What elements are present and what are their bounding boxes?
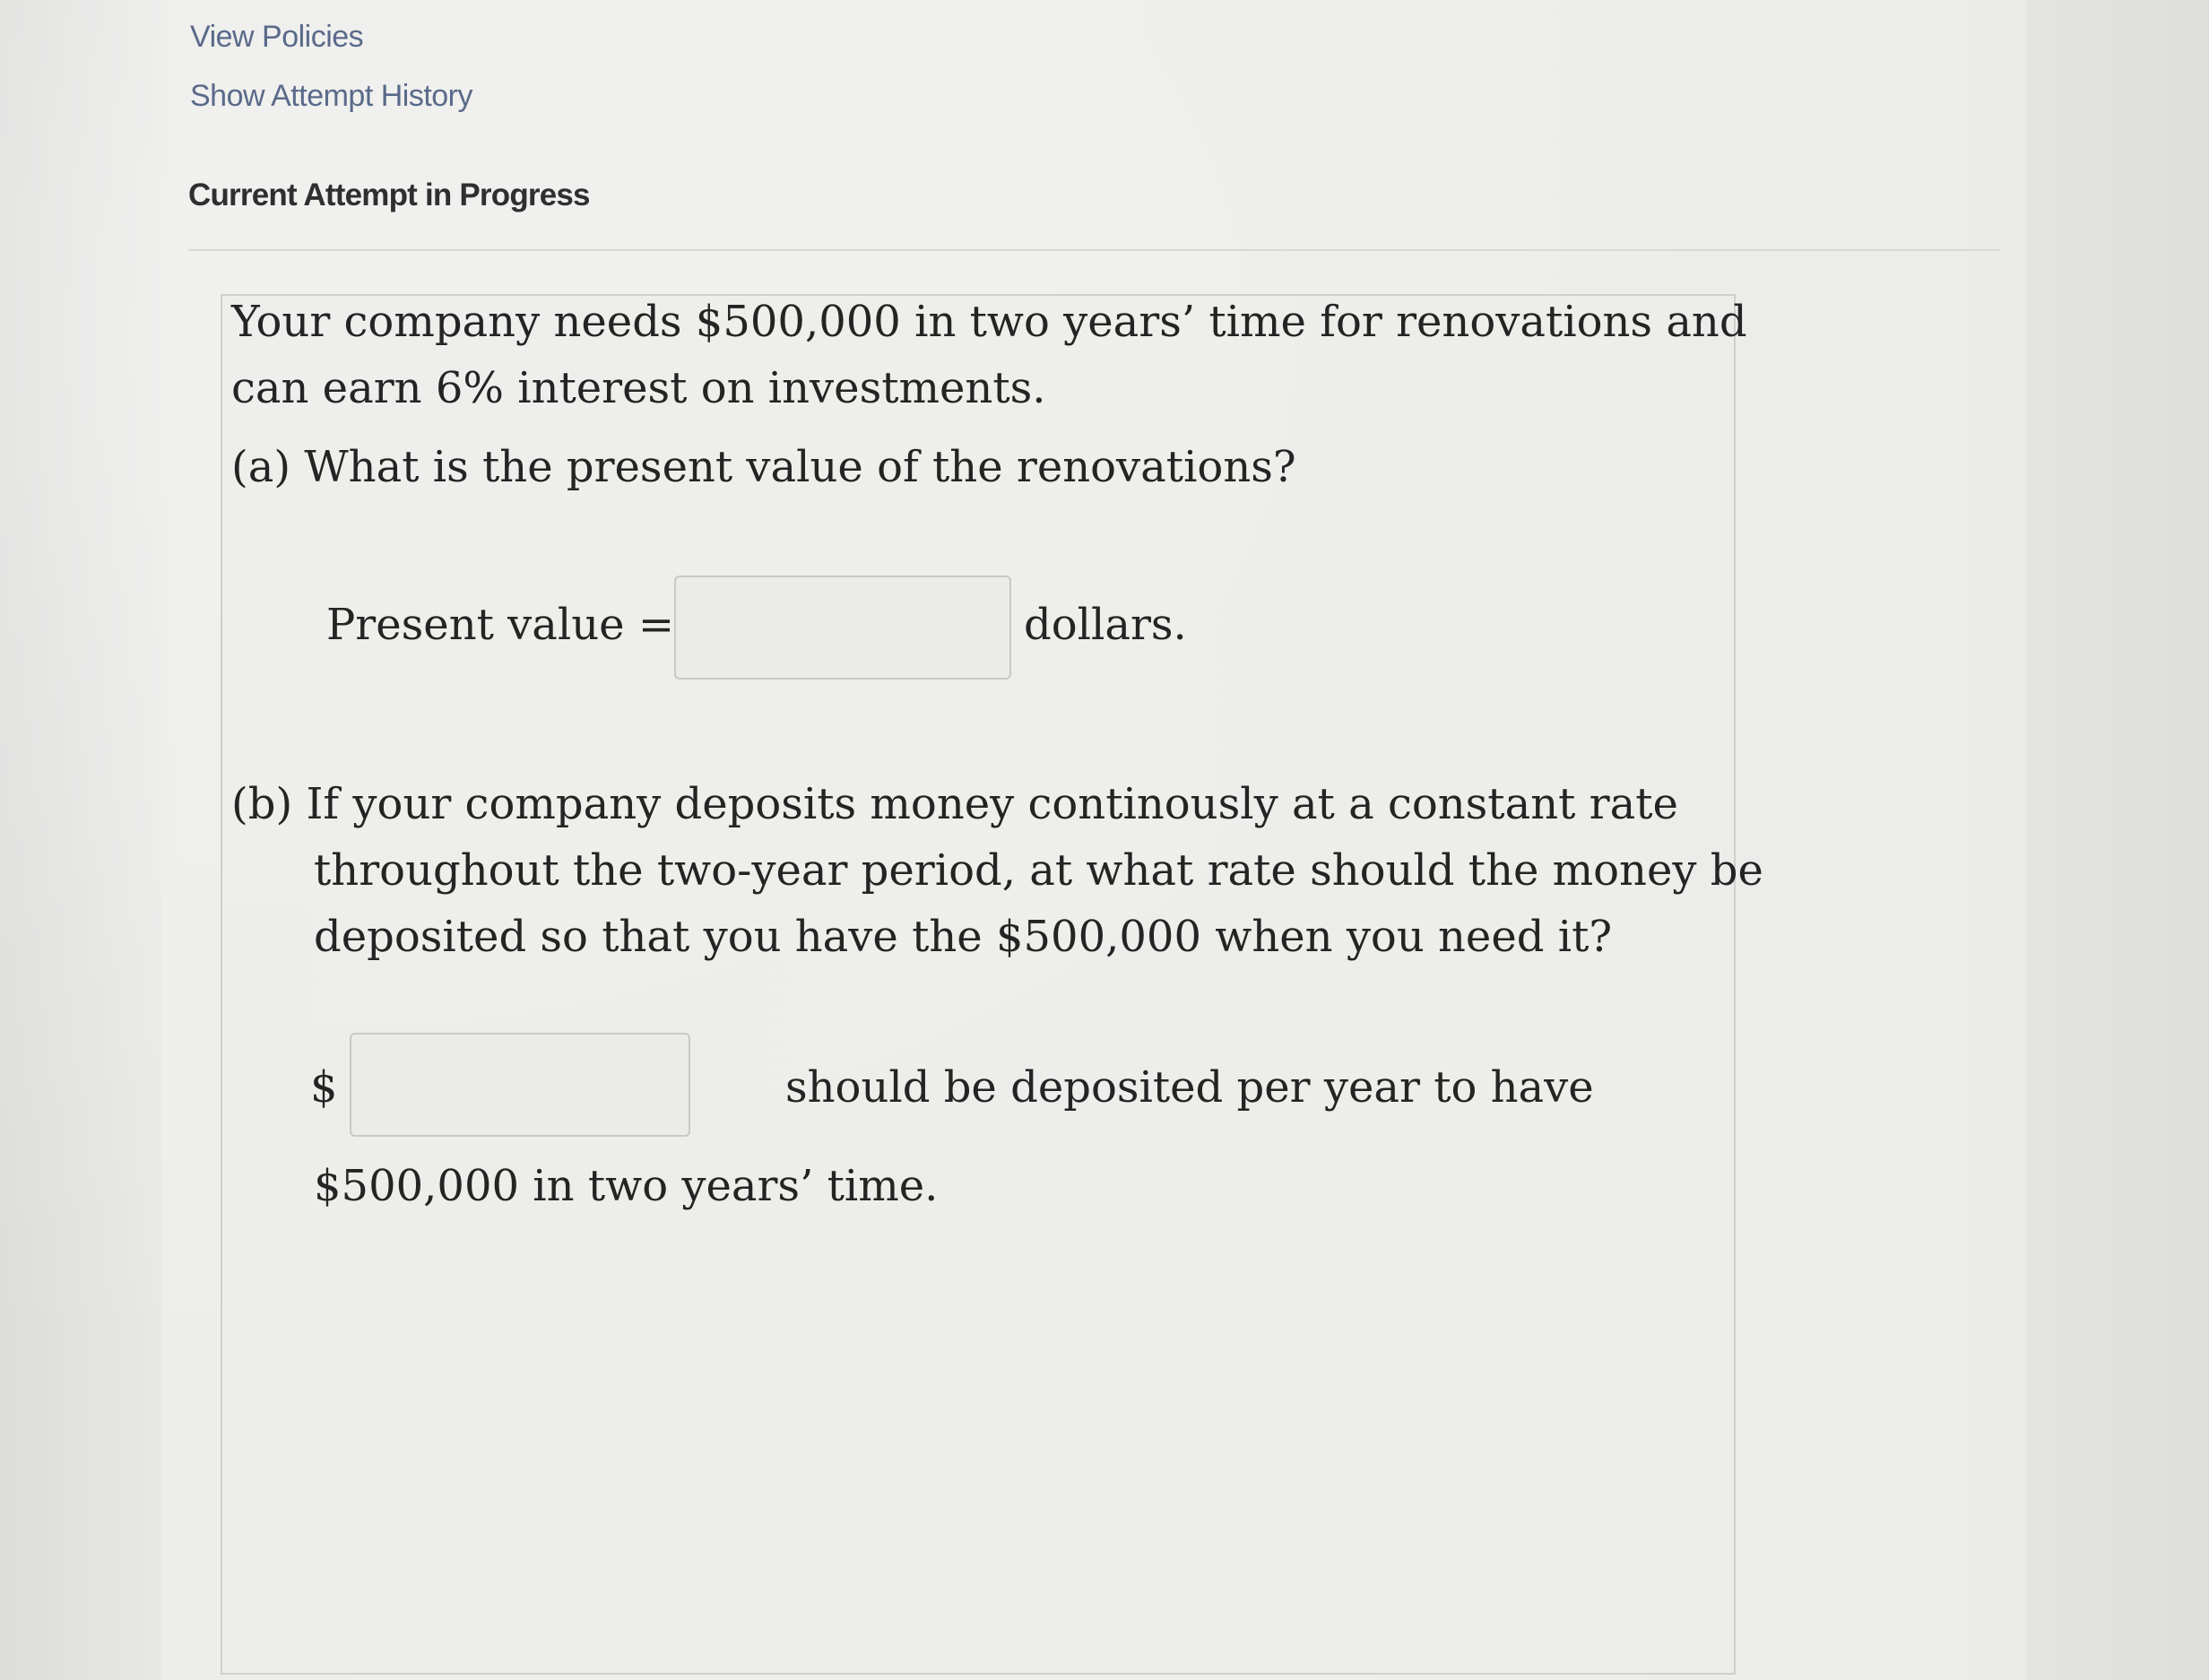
present-value-label: Present value =: [326, 600, 675, 650]
question-container: [221, 294, 1736, 1675]
part-b-line-3: deposited so that you have the $500,000 when you need it?: [314, 912, 1613, 962]
question-intro: [231, 289, 1747, 421]
part-b-line-2: throughout the two-year period, at what rate should the money be: [314, 845, 1763, 896]
deposit-final-line: $500,000 in two years’ time.: [314, 1161, 939, 1211]
view-policies-link[interactable]: View Policies: [190, 20, 364, 54]
section-divider: [188, 249, 1999, 251]
present-value-input[interactable]: [674, 576, 1011, 680]
show-attempt-history-link[interactable]: Show Attempt History: [190, 79, 473, 113]
intro-line-1: Your company needs $500,000 in two years’ time for renovations and: [231, 297, 1747, 347]
deposit-rate-input[interactable]: [350, 1033, 690, 1137]
part-b-line-1: (b) If your company deposits money continously at a constant rate: [231, 779, 1678, 829]
currency-symbol: $: [310, 1062, 338, 1113]
deposit-suffix-label: should be deposited per year to have: [785, 1062, 1594, 1113]
dollars-unit-label: dollars.: [1024, 600, 1187, 650]
part-b-prompt: [231, 771, 1763, 970]
intro-line-2: can earn 6% interest on investments.: [231, 363, 1046, 413]
part-a-prompt: (a) What is the present value of the renovations?: [231, 442, 1296, 492]
current-attempt-heading: Current Attempt in Progress: [188, 178, 590, 212]
